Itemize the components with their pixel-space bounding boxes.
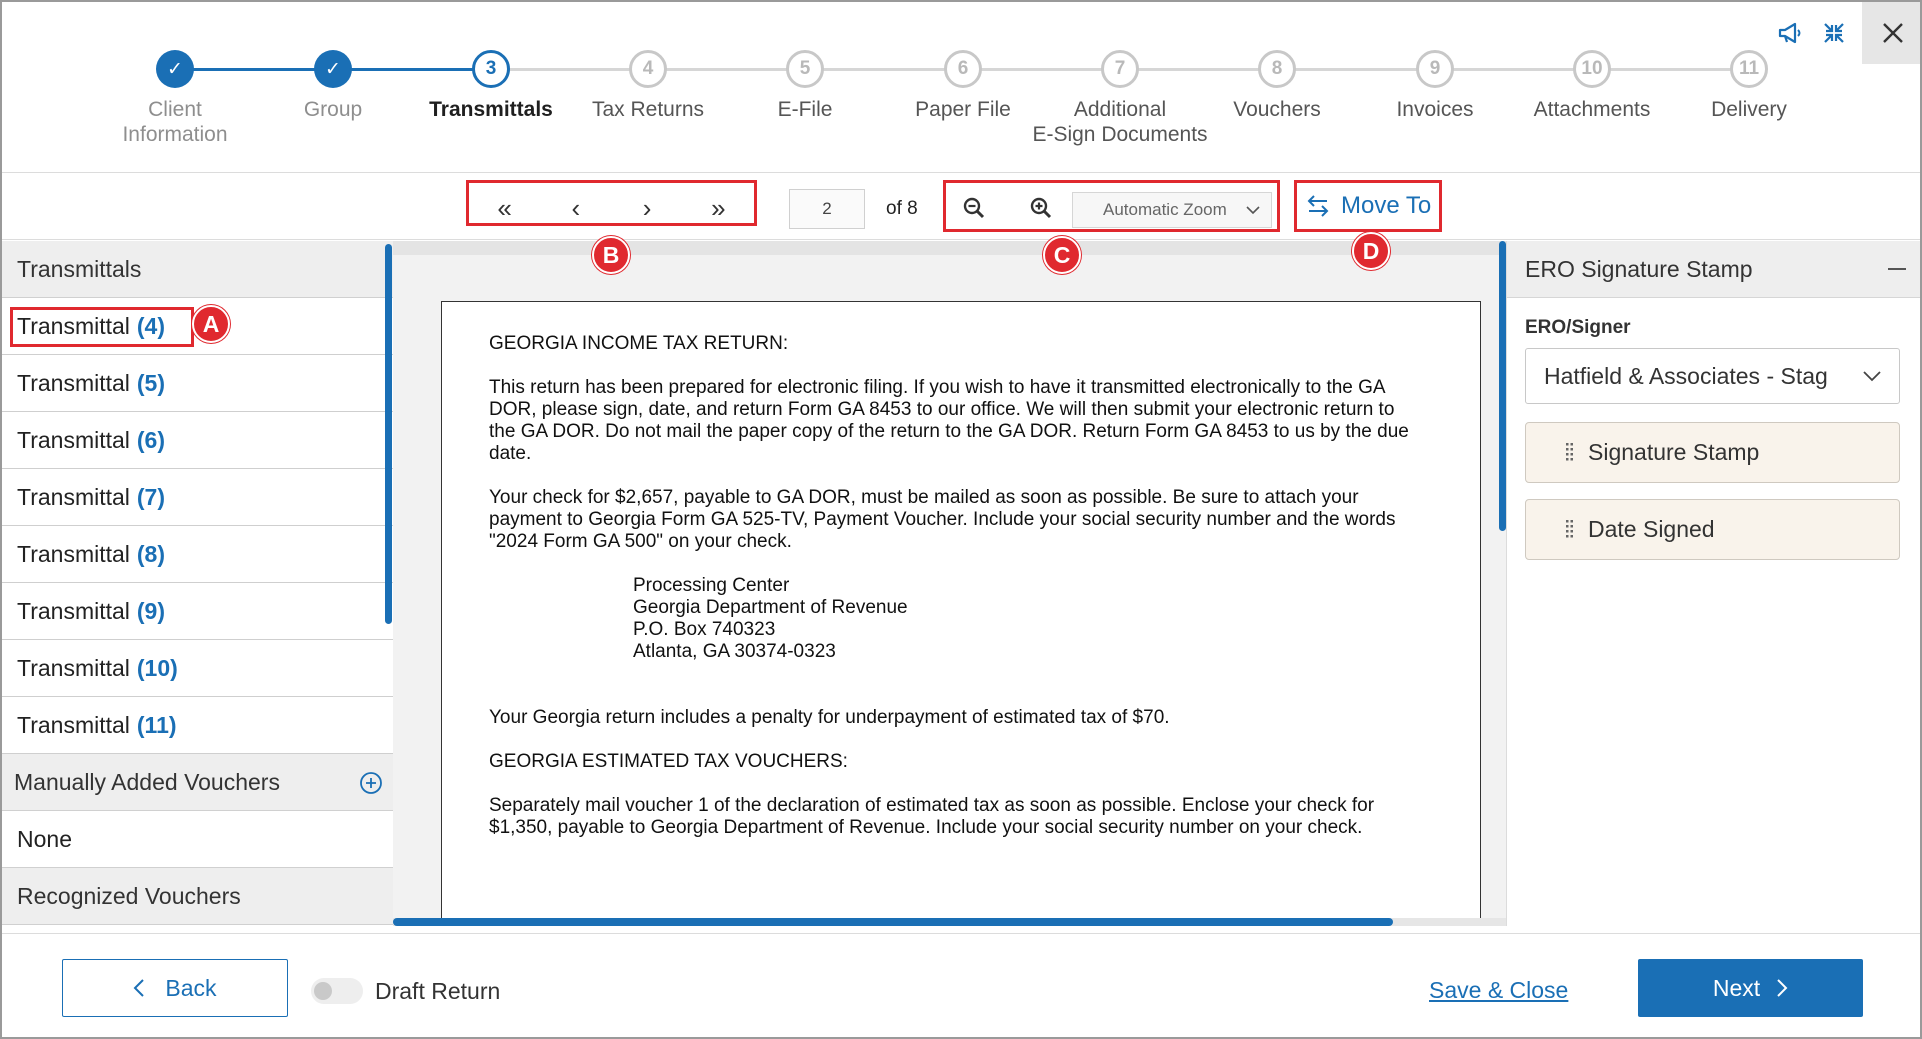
zoom-select-value: Automatic Zoom <box>1103 200 1227 219</box>
step-label: Tax Returns <box>591 98 705 121</box>
doc-address <box>633 575 1409 663</box>
move-to-label: Move To <box>1341 192 1432 219</box>
address-line: Atlanta, GA 30374-0323 <box>633 641 836 662</box>
transmittal-item-11[interactable] <box>2 697 393 754</box>
drag-handle-icon <box>1566 520 1574 540</box>
step-label: Delivery <box>1711 98 1787 121</box>
transmittal-label: Transmittal <box>17 540 130 567</box>
chevron-right-icon <box>1776 978 1788 998</box>
drag-handle-icon <box>1566 443 1574 463</box>
callout-badge-a: A <box>192 305 230 343</box>
transmittal-label: Transmittal <box>17 312 130 339</box>
close-button[interactable] <box>1862 2 1922 64</box>
step-label: Additional <box>1073 98 1167 121</box>
next-label: Next <box>1712 974 1761 1001</box>
step-number: 7 <box>1101 50 1139 88</box>
move-to-button[interactable] <box>1294 180 1442 232</box>
ero-signature-header <box>1507 241 1922 298</box>
document-viewer <box>393 241 1506 926</box>
last-page-button[interactable]: » <box>711 192 726 223</box>
transmittal-item-5[interactable] <box>2 355 393 412</box>
doc-paragraph: Your Georgia return includes a penalty for underpayment of estimated tax of $70. <box>489 707 1170 728</box>
step-label: Transmittals <box>429 98 553 121</box>
first-page-button[interactable]: « <box>497 192 512 223</box>
step-number: 10 <box>1573 50 1611 88</box>
signature-stamp-draggable[interactable] <box>1525 422 1900 483</box>
ero-signer-value: Hatfield & Associates - Stag <box>1544 362 1828 389</box>
signature-stamp-label: Signature Stamp <box>1588 439 1760 465</box>
transmittal-item-8[interactable] <box>2 526 393 583</box>
chevron-down-icon <box>1245 202 1261 218</box>
transmittal-number: (11) <box>136 711 177 738</box>
document-toolbar <box>2 174 1922 240</box>
recognized-vouchers-header <box>2 868 393 925</box>
page-navigation-group <box>466 180 757 226</box>
document-text <box>489 333 1409 861</box>
address-line: Processing Center <box>633 575 790 596</box>
step-number: 5 <box>786 50 824 88</box>
transmittal-number: (10) <box>136 654 178 681</box>
step-label: Client <box>148 98 202 121</box>
back-label: Back <box>165 974 217 1001</box>
draft-return-toggle[interactable] <box>311 978 363 1004</box>
back-button[interactable] <box>62 959 288 1017</box>
transmittal-item-7[interactable] <box>2 469 393 526</box>
transmittal-number: (5) <box>136 369 166 396</box>
step-label: Information <box>122 123 228 146</box>
transmittal-item-6[interactable] <box>2 412 393 469</box>
transmittal-label: Transmittal <box>17 426 130 453</box>
step-number: 6 <box>944 50 982 88</box>
zoom-out-icon[interactable] <box>959 193 989 223</box>
step-label: Attachments <box>1533 98 1651 121</box>
swap-arrows-icon <box>1305 194 1331 218</box>
save-close-link[interactable]: Save & Close <box>1429 977 1569 1003</box>
draft-return-label: Draft Return <box>375 978 501 1004</box>
step-number: 3 <box>472 50 510 88</box>
doc-heading: GEORGIA INCOME TAX RETURN: <box>489 333 789 354</box>
transmittal-number: (4) <box>136 312 166 339</box>
callout-badge-c: C <box>1043 236 1081 274</box>
recognized-vouchers-title: Recognized Vouchers <box>17 882 241 909</box>
viewer-horizontal-scrollbar[interactable] <box>393 918 1506 926</box>
manual-vouchers-header <box>2 754 393 811</box>
doc-heading: GEORGIA ESTIMATED TAX VOUCHERS: <box>489 751 848 772</box>
step-label: E-File <box>777 98 833 121</box>
step-label: Paper File <box>915 98 1011 121</box>
transmittal-item-9[interactable] <box>2 583 393 640</box>
step-number: 9 <box>1416 50 1454 88</box>
ero-signer-select[interactable] <box>1525 348 1900 404</box>
transmittal-number: (9) <box>136 597 166 624</box>
step-label: Invoices <box>1396 98 1474 121</box>
progress-stepper <box>2 2 1922 173</box>
transmittals-header: Transmittals <box>2 241 393 298</box>
check-icon: ✓ <box>156 50 194 88</box>
transmittal-label: Transmittal <box>17 711 130 738</box>
date-signed-label: Date Signed <box>1588 516 1715 542</box>
check-icon: ✓ <box>314 50 352 88</box>
step-number: 4 <box>629 50 667 88</box>
chevron-left-icon <box>133 978 145 998</box>
ero-signature-panel <box>1506 241 1922 926</box>
doc-paragraph: Separately mail voucher 1 of the declaration of estimated tax as soon as possible. Enclose your check for $1,350, payable to Georgia Department of Revenue. Include your social security number on your check. <box>489 795 1375 838</box>
address-line: P.O. Box 740323 <box>633 619 776 640</box>
previous-page-button[interactable]: ‹ <box>571 192 581 223</box>
step-number: 11 <box>1730 50 1768 88</box>
add-voucher-icon[interactable] <box>359 771 383 795</box>
window-controls <box>1768 2 1922 64</box>
transmittal-number: (7) <box>136 483 166 510</box>
chevron-down-icon <box>1863 369 1881 383</box>
next-page-button[interactable]: › <box>642 192 652 223</box>
zoom-select[interactable] <box>1072 192 1272 228</box>
transmittal-number: (6) <box>136 426 166 453</box>
page-number-input[interactable]: 2 <box>789 189 865 229</box>
step-number: 8 <box>1258 50 1296 88</box>
doc-paragraph: Your check for $2,657, payable to GA DOR, must be mailed as soon as possible. Be sure to attach your payment to Georgia Form GA 525-TV, Payment Voucher. Include your social security number and the words "2024 Form GA 500" on your check. <box>489 487 1396 552</box>
transmittal-label: Transmittal <box>17 369 130 396</box>
close-icon <box>1881 21 1905 45</box>
callout-badge-d: D <box>1352 232 1390 270</box>
viewer-top-bar <box>393 241 1506 255</box>
zoom-controls-group <box>943 180 1280 232</box>
left-panel-scrollbar[interactable] <box>385 244 392 624</box>
horizontal-scroll-thumb[interactable] <box>393 918 1393 926</box>
page-count: of 8 <box>886 198 918 219</box>
step-label: E-Sign Documents <box>1032 123 1208 146</box>
transmittal-number: (8) <box>136 540 166 567</box>
ero-signature-title: ERO Signature Stamp <box>1525 255 1753 282</box>
transmittal-item-10[interactable] <box>2 640 393 697</box>
minimize-icon[interactable] <box>1812 2 1856 64</box>
step-label: Group <box>303 98 363 121</box>
next-button[interactable] <box>1638 959 1863 1017</box>
date-signed-draggable[interactable] <box>1525 499 1900 560</box>
zoom-in-icon[interactable] <box>1026 193 1056 223</box>
transmittal-label: Transmittal <box>17 483 130 510</box>
announcement-icon[interactable] <box>1768 2 1812 64</box>
viewer-vertical-scrollbar[interactable] <box>1499 241 1506 531</box>
step-label: Vouchers <box>1233 98 1321 121</box>
ero-signer-label: ERO/Signer <box>1525 317 1631 338</box>
manual-vouchers-empty: None <box>2 811 393 868</box>
collapse-icon[interactable] <box>1888 268 1906 270</box>
selection-highlight <box>10 307 194 347</box>
doc-paragraph: This return has been prepared for electronic filing. If you wish to have it transmitted electronically to the GA DOR, please sign, date, and return Form GA 8453 to our office. We will then submit your electronic return to the GA DOR. Do not mail the paper copy of the return to the GA DOR. Return Form GA 8453 to us by the due date. <box>489 377 1409 464</box>
wizard-footer <box>2 933 1922 1039</box>
toggle-knob <box>314 982 332 1000</box>
callout-badge-b: B <box>592 236 630 274</box>
manual-vouchers-title: Manually Added Vouchers <box>14 768 280 795</box>
transmittals-panel <box>2 241 393 926</box>
transmittal-label: Transmittal <box>17 654 130 681</box>
transmittal-label: Transmittal <box>17 597 130 624</box>
address-line: Georgia Department of Revenue <box>633 597 908 618</box>
